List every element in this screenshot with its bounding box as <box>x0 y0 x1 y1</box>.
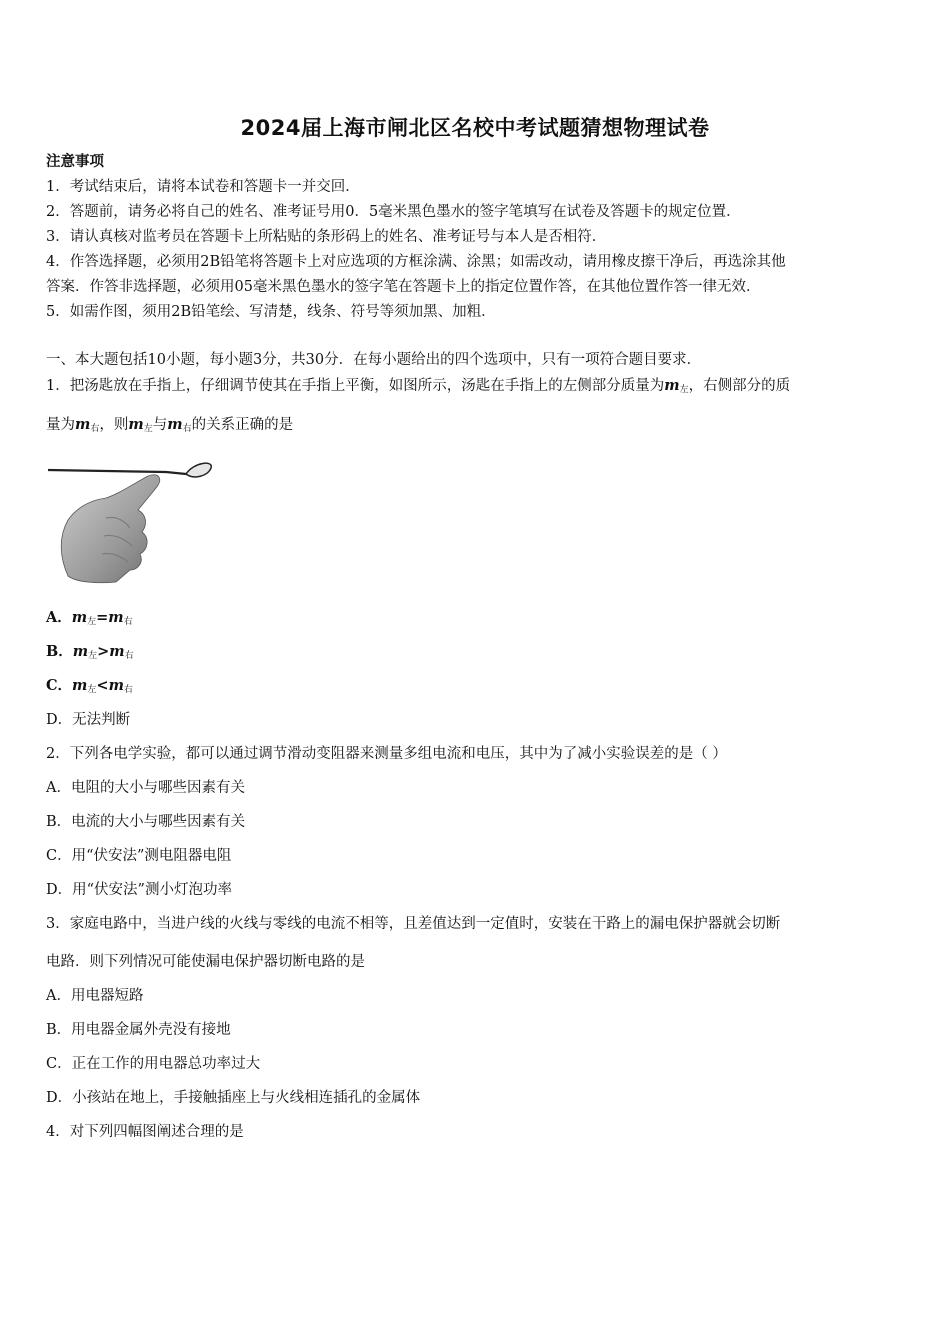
q1-text: ，右侧部分的质 <box>688 378 791 394</box>
subscript-left: 左 <box>87 617 97 627</box>
notice-heading: 注意事项 <box>46 153 104 170</box>
notice-item: 5．如需作图，须用2B铅笔绘、写清楚，线条、符号等须加黑、加粗． <box>46 304 496 320</box>
m-symbol: m <box>109 643 125 660</box>
q1-option-a <box>46 608 133 632</box>
hand-balancing-spoon-icon <box>46 458 214 586</box>
subscript-left: 左 <box>88 651 98 661</box>
m-symbol: m <box>71 609 88 626</box>
q4-stem: 4．对下列四幅图阐述合理的是 <box>46 1124 244 1140</box>
subscript-left: 左 <box>143 424 153 434</box>
q1-stem-line1 <box>46 376 790 400</box>
page-title: 2024届上海市闸北区名校中考试题猜想物理试卷 <box>240 116 710 140</box>
notice-item: 4．作答选择题，必须用2B铅笔将答题卡上对应选项的方框涂满、涂黑；如需改动，请用橡皮擦干净后，再选涂其他 <box>46 254 786 270</box>
m-symbol: m <box>128 416 144 433</box>
notice-item: 3．请认真核对监考员在答题卡上所粘贴的条形码上的姓名、准考证号与本人是否相符． <box>46 229 607 245</box>
q1-text: 量为 <box>46 417 75 433</box>
notice-item: 2．答题前，请务必将自己的姓名、准考证号用0．5毫米黑色墨水的签字笔填写在试卷及答题卡的规定位置． <box>46 204 741 220</box>
q1-text: ，则 <box>99 417 129 433</box>
relation-operator: = <box>96 609 109 626</box>
subscript-right: 右 <box>123 617 133 627</box>
q3-option-d: D．小孩站在地上，手接触插座上与火线相连插孔的金属体 <box>46 1090 421 1106</box>
q3-option-c: C．正在工作的用电器总功率过大 <box>46 1056 261 1072</box>
option-label: C． <box>46 677 73 694</box>
q3-option-a: A．用电器短路 <box>46 988 144 1004</box>
m-symbol: m <box>108 609 124 626</box>
q2-stem: 2．下列各电学实验，都可以通过调节滑动变阻器来测量多组电流和电压，其中为了减小实验误差的是（ ） <box>46 746 727 762</box>
q1-text: 的关系正确的是 <box>191 417 294 433</box>
q3-stem-line2: 电路．则下列情况可能使漏电保护器切断电路的是 <box>46 954 365 970</box>
q2-option-a: A．电阻的大小与哪些因素有关 <box>46 780 245 796</box>
q3-stem-line1: 3．家庭电路中，当进户线的火线与零线的电流不相等，且差值达到一定值时，安装在干路上的漏电保护器就会切断 <box>46 916 781 932</box>
m-symbol: m <box>167 416 183 433</box>
subscript-right: 右 <box>124 651 134 661</box>
q1-stem-line2 <box>46 415 293 439</box>
subscript-right: 右 <box>182 424 192 434</box>
m-symbol: m <box>108 677 124 694</box>
subscript-left: 左 <box>87 685 97 695</box>
q1-option-c <box>46 676 133 700</box>
notice-item: 1．考试结束后，请将本试卷和答题卡一并交回． <box>46 179 360 195</box>
option-label: A． <box>46 609 72 626</box>
q3-option-b: B．用电器金属外壳没有接地 <box>46 1022 231 1038</box>
q2-option-b: B．电流的大小与哪些因素有关 <box>46 814 246 830</box>
m-symbol: m <box>75 416 91 433</box>
q1-text: 与 <box>152 417 168 433</box>
q2-option-d: D．用“伏安法”测小灯泡功率 <box>46 882 232 898</box>
m-symbol: m <box>72 677 88 694</box>
q1-option-b <box>46 642 134 666</box>
q2-option-c: C．用“伏安法”测电阻器电阻 <box>46 848 232 864</box>
relation-operator: < <box>96 677 109 694</box>
subscript-right: 右 <box>123 685 133 695</box>
option-label: B． <box>46 643 73 660</box>
section-heading: 一、本大题包括10小题，每小题3分，共30分．在每小题给出的四个选项中，只有一项符合题目要求． <box>46 352 702 368</box>
subscript-right: 右 <box>90 424 100 434</box>
q1-option-d: D．无法判断 <box>46 712 131 728</box>
m-symbol: m <box>72 643 89 660</box>
subscript-left: 左 <box>679 385 689 395</box>
notice-item: 答案．作答非选择题，必须用05毫米黑色墨水的签字笔在答题卡上的指定位置作答，在其他位置作答一律无效． <box>46 279 761 295</box>
q1-text: 1．把汤匙放在手指上，仔细调节使其在手指上平衡，如图所示，汤匙在手指上的左侧部分质量为 <box>46 378 665 394</box>
m-symbol: m <box>664 377 680 394</box>
relation-operator: > <box>97 643 110 660</box>
